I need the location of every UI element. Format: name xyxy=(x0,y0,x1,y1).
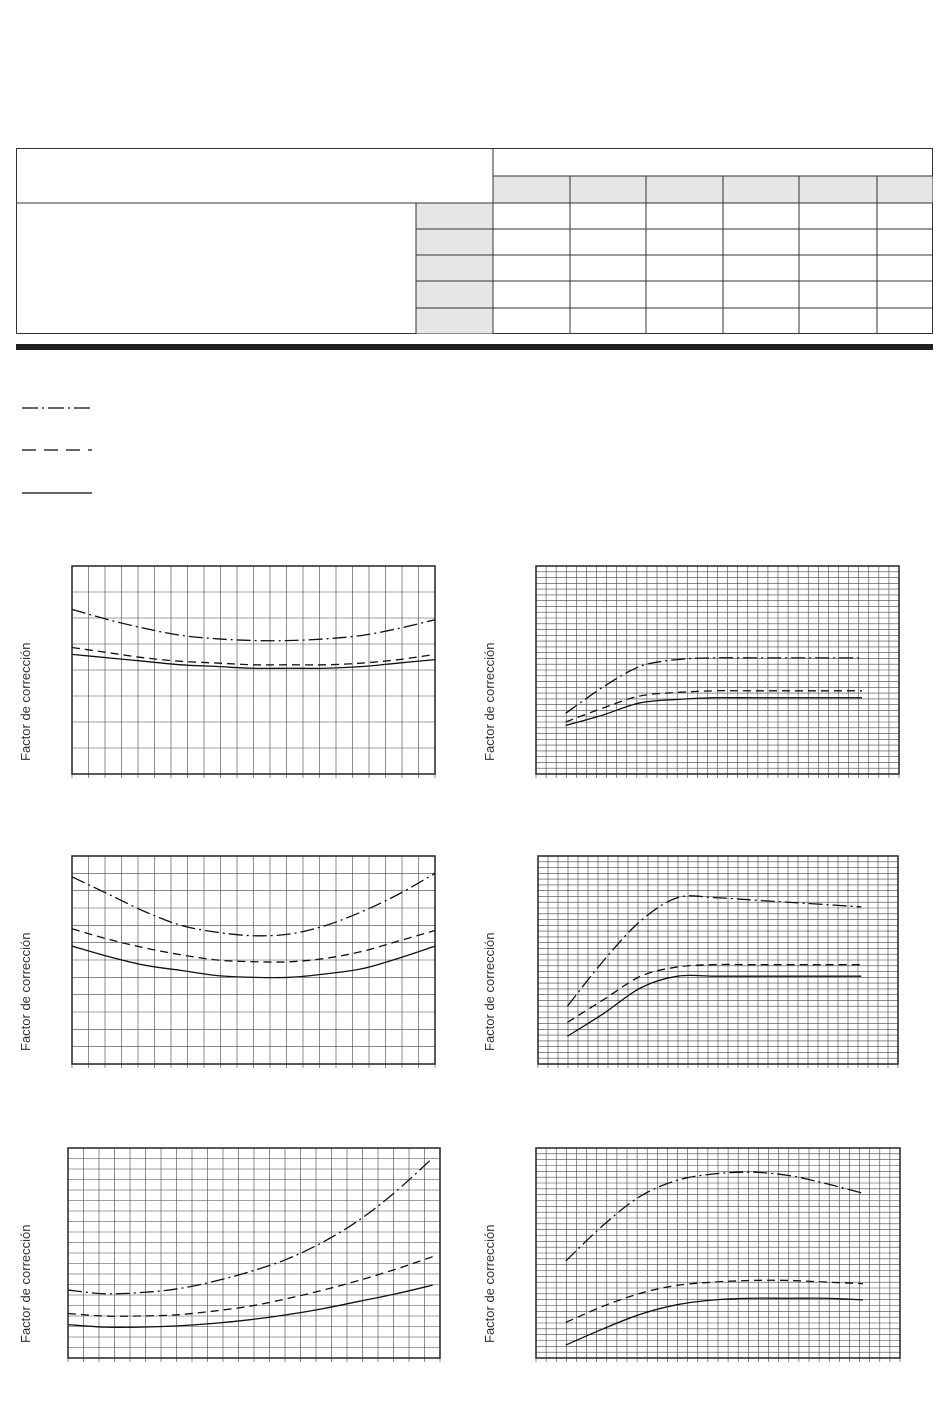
y-axis-label: Factor de corrección xyxy=(482,1224,497,1343)
legend xyxy=(20,398,100,498)
spec-table-grid xyxy=(16,148,933,334)
table-row-label-cell xyxy=(417,282,493,308)
table-row-label-cell xyxy=(417,204,493,229)
plot-area xyxy=(72,566,435,778)
chart-4 xyxy=(478,846,918,1086)
plot-area xyxy=(536,566,899,778)
table-header-cell xyxy=(878,177,933,203)
series-line-solid xyxy=(566,698,862,726)
y-axis-label: Factor de corrección xyxy=(18,642,33,761)
series-line-dashed xyxy=(566,691,862,722)
series-line-solid xyxy=(567,975,861,1036)
table-header-cell xyxy=(647,177,723,203)
series-line-solid xyxy=(566,1298,863,1345)
series-line-dash-dot xyxy=(566,658,862,714)
chart-panel-4 xyxy=(478,846,918,1086)
plot-area xyxy=(68,1148,440,1362)
series-line-dash-dot xyxy=(567,896,861,1006)
chart-2 xyxy=(478,556,918,796)
y-axis-label: Factor de corrección xyxy=(18,1224,33,1343)
chart-1 xyxy=(14,556,454,796)
chart-panel-2 xyxy=(478,556,918,796)
table-row-label-cell xyxy=(417,230,493,255)
chart-3 xyxy=(14,846,454,1086)
spec-table xyxy=(16,148,933,334)
plot-area xyxy=(536,1148,900,1362)
table-row-label-cell xyxy=(417,309,493,334)
plot-area xyxy=(538,856,898,1068)
plot-area xyxy=(72,856,435,1068)
chart-panel-1 xyxy=(14,556,454,796)
y-axis-label: Factor de corrección xyxy=(18,932,33,1051)
series-line-dashed xyxy=(567,964,861,1022)
chart-panel-6 xyxy=(478,1138,918,1378)
table-header-cell xyxy=(724,177,799,203)
table-row-label-cell xyxy=(417,256,493,281)
section-divider xyxy=(16,344,933,350)
chart-6 xyxy=(478,1138,918,1378)
table-header-cell xyxy=(571,177,646,203)
series-line-dash-dot xyxy=(566,1172,863,1261)
table-header-cell xyxy=(494,177,570,203)
y-axis-label: Factor de corrección xyxy=(482,642,497,761)
table-header-cell xyxy=(800,177,877,203)
chart-panel-5 xyxy=(14,1138,454,1378)
chart-5 xyxy=(14,1138,454,1378)
y-axis-label: Factor de corrección xyxy=(482,932,497,1051)
series-line-dashed xyxy=(566,1280,863,1322)
chart-panel-3 xyxy=(14,846,454,1086)
